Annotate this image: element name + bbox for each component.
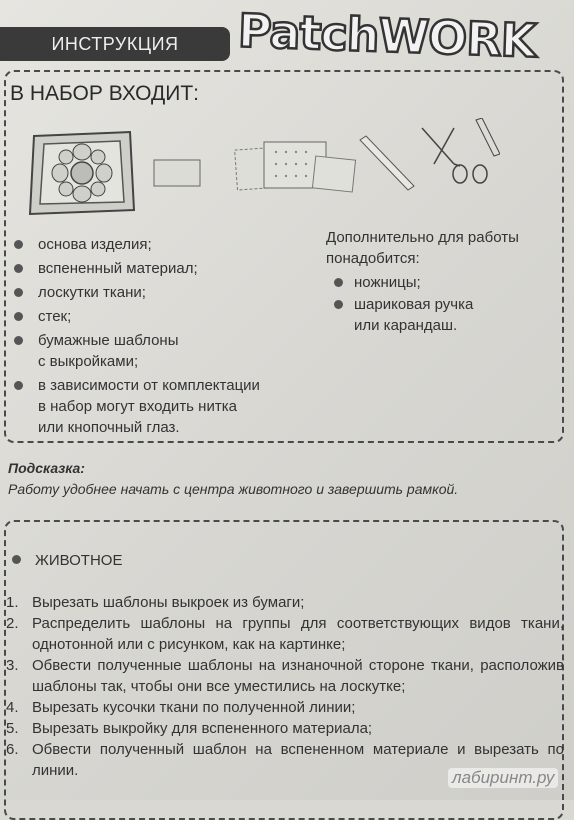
step-item: 1. Вырезать шаблоны выкроек из бумаги; <box>6 594 305 611</box>
step-item: 2. Распределить шаблоны на группы для соответствующих видов ткани, однотонной или с рисунком, как на картинке; <box>6 615 564 653</box>
list-item: бумажные шаблоны с выкройками; <box>8 330 328 372</box>
list-item: лоскутки ткани; <box>8 282 328 303</box>
step-item: 4. Вырезать кусочки ткани по полученной линии; <box>6 699 356 716</box>
bullet-icon <box>14 288 23 297</box>
watermark: лабиринт.ру <box>448 768 558 788</box>
step-item: 3. Обвести полученные шаблоны на изнаночной стороне ткани, расположив шаблоны так, чтобы они все уместились на лоскутке; <box>6 657 564 695</box>
header-band <box>0 27 230 61</box>
stack-tool-drawing <box>360 136 414 190</box>
foam-drawing <box>154 160 200 186</box>
extra-tools-heading: Дополнительно для работы понадобится: <box>326 229 519 267</box>
bullet-icon <box>14 264 23 273</box>
bullet-icon <box>12 555 21 564</box>
bullet-icon <box>334 300 343 309</box>
header-label: ИНСТРУКЦИЯ <box>51 33 179 54</box>
bullet-icon <box>14 381 23 390</box>
frame-base-drawing <box>30 132 134 214</box>
step-item: 5. Вырезать выкройку для вспененного материала; <box>6 720 373 737</box>
bullet-icon <box>14 312 23 321</box>
hint-title: Подсказка: <box>8 460 85 476</box>
patchwork-logo: PatchWORK <box>237 3 537 68</box>
kit-items-list <box>8 234 328 441</box>
list-item: основа изделия; <box>8 234 328 255</box>
steps-list <box>6 592 564 781</box>
list-item: вспененный материал; <box>8 258 328 279</box>
list-item: стек; <box>8 306 328 327</box>
bullet-icon <box>334 278 343 287</box>
list-item: в зависимости от комплектации в набор могут входить нитка или кнопочный глаз. <box>8 375 328 438</box>
bullet-icon <box>14 336 23 345</box>
list-item: шариковая ручка или карандаш. <box>332 294 564 336</box>
fabric-scraps-drawing <box>235 142 356 192</box>
step-item: 6. Обвести полученный шаблон на вспененном материале и вырезать по линии. <box>6 741 564 779</box>
bullet-icon <box>14 240 23 249</box>
section-title: ЖИВОТНОЕ <box>8 552 122 569</box>
extra-tools-list <box>332 272 564 337</box>
hint-text: Работу удобнее начать с центра животного и завершить рамкой. <box>8 481 459 497</box>
pen-drawing <box>476 118 500 156</box>
scissors-drawing <box>422 128 487 183</box>
list-item: ножницы; <box>332 272 564 293</box>
kit-title: В НАБОР ВХОДИТ: <box>10 82 199 105</box>
kit-illustration <box>14 118 500 218</box>
